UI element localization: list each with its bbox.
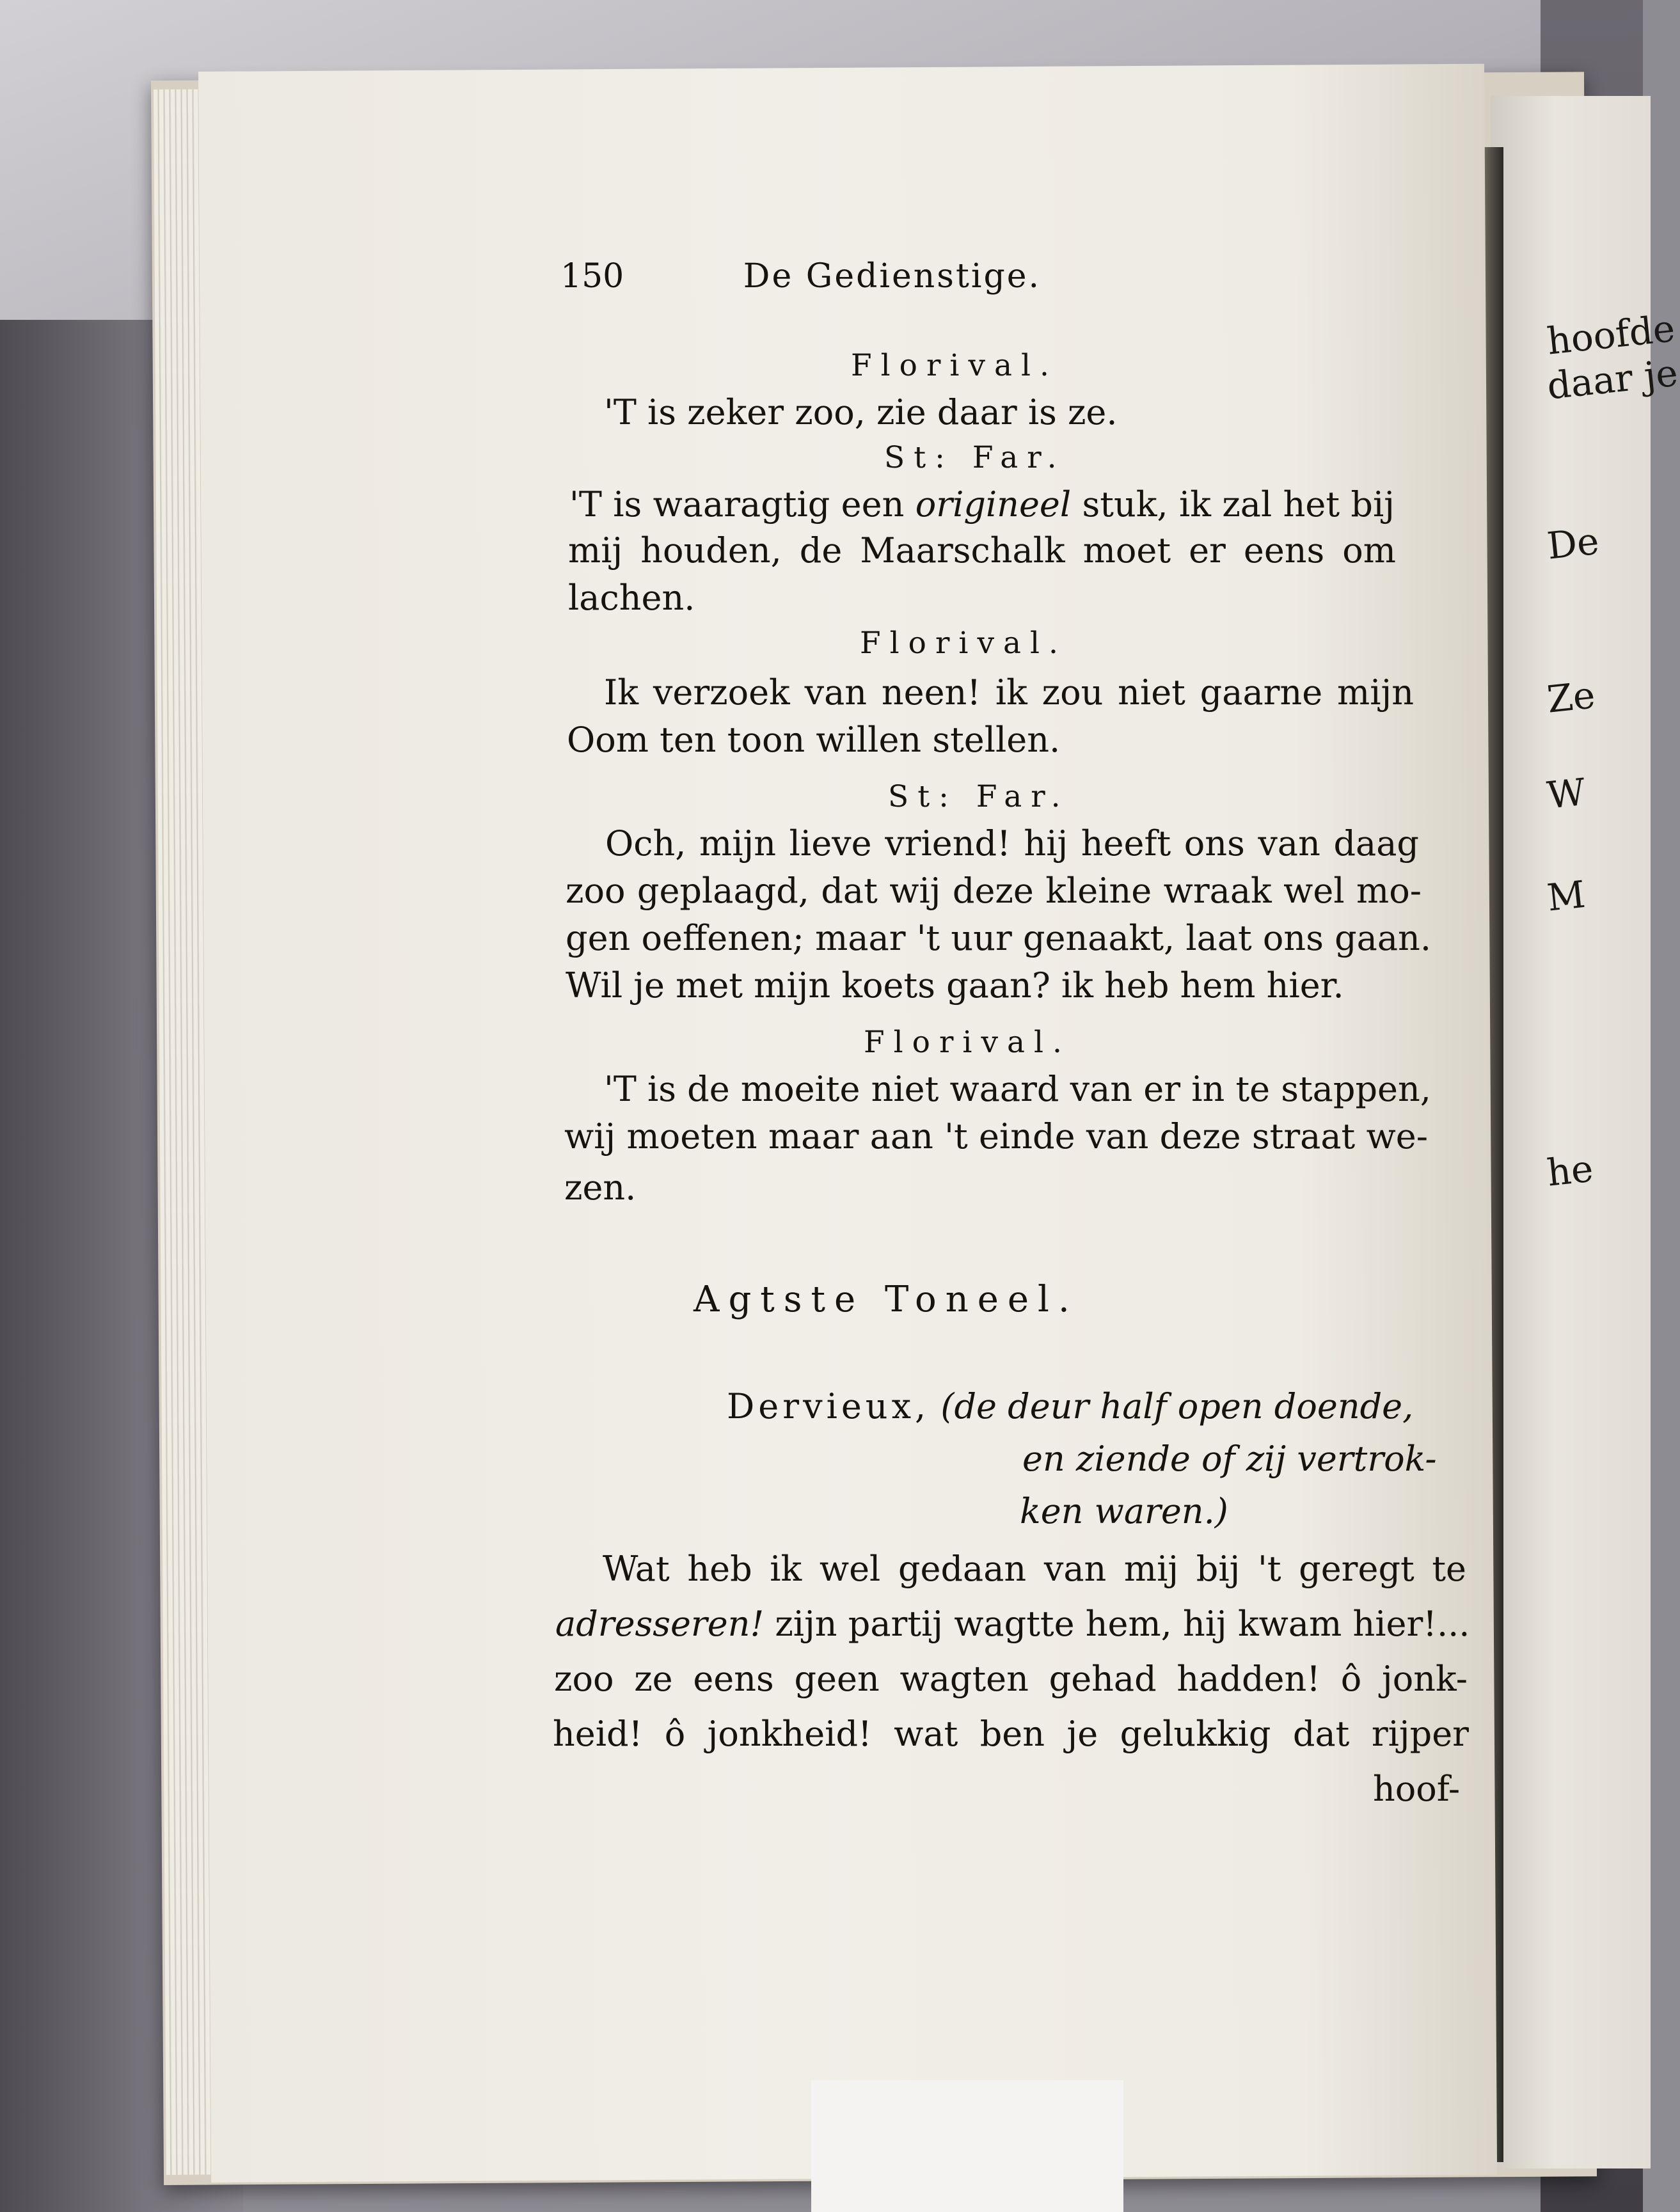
facing-page-text: M <box>1545 872 1588 920</box>
redaction-box <box>811 2080 1123 2212</box>
page-number: 150 <box>560 257 624 296</box>
text-line: Ik verzoek van neen! ik zou niet gaarne mijn <box>604 672 1414 713</box>
text-line: Wat heb ik wel gedaan van mij bij 't geregt te <box>603 1549 1466 1589</box>
catchword: hoof- <box>1373 1769 1461 1809</box>
text-line: zoo ze eens geen wagten gehad hadden! ô jonk- <box>554 1659 1468 1699</box>
facing-page <box>1491 96 1651 2169</box>
speaker-name: Florival. <box>860 626 1067 661</box>
text-line: 'T is de moeite niet waard van er in te stappen, <box>604 1069 1431 1109</box>
running-head <box>560 257 1042 296</box>
text-line: 'T is zeker zoo, zie daar is ze. <box>604 392 1118 432</box>
text-line: Wil je met mijn koets gaan? ik heb hem hier. <box>566 965 1344 1006</box>
running-title: De Gedienstige. <box>743 257 1042 296</box>
speaker-name: Florival. <box>851 348 1058 383</box>
text-line: mij houden, de Maarschalk moet er eens om <box>568 530 1396 571</box>
text-line: lachen. <box>568 578 695 618</box>
facing-page-text: W <box>1545 770 1588 818</box>
stage-direction: ken waren.) <box>1020 1491 1228 1531</box>
speaker-name: St: Far. <box>888 779 1070 814</box>
speaker-name: Florival. <box>864 1025 1071 1060</box>
text-line: heid! ô jonkheid! wat ben je gelukkig dat rijper <box>553 1714 1469 1754</box>
text-line: gen oeffenen; maar 't uur genaakt, laat ons gaan. <box>566 918 1431 958</box>
text-line: zoo geplaagd, dat wij deze kleine wraak wel mo- <box>566 871 1422 911</box>
facing-page-text: hoofde <box>1545 306 1677 363</box>
facing-page-text: he <box>1545 1146 1596 1195</box>
facing-page-text: daar je <box>1545 351 1680 408</box>
text-line: 'T is waaragtig een origineel stuk, ik zal het bij <box>569 484 1395 525</box>
text-line: Och, mijn lieve vriend! hij heeft ons van daag <box>605 823 1419 864</box>
facing-page-text: Ze <box>1545 673 1597 722</box>
speaker-name: St: Far. <box>884 440 1066 475</box>
text-line: wij moeten maar aan 't einde van deze straat we- <box>564 1116 1428 1157</box>
stage-direction: en ziende of zij vertrok- <box>1022 1439 1437 1479</box>
facing-page-text: De <box>1545 519 1601 568</box>
stage-direction: Dervieux, (de deur half open doende, <box>727 1386 1414 1426</box>
text-line: Oom ten toon willen stellen. <box>567 720 1061 760</box>
text-line: adresseren! zijn partij wagtte hem, hij kwam hier!... <box>555 1604 1470 1644</box>
act-heading: Agtste Toneel. <box>693 1279 1079 1320</box>
text-line: zen. <box>564 1167 637 1208</box>
